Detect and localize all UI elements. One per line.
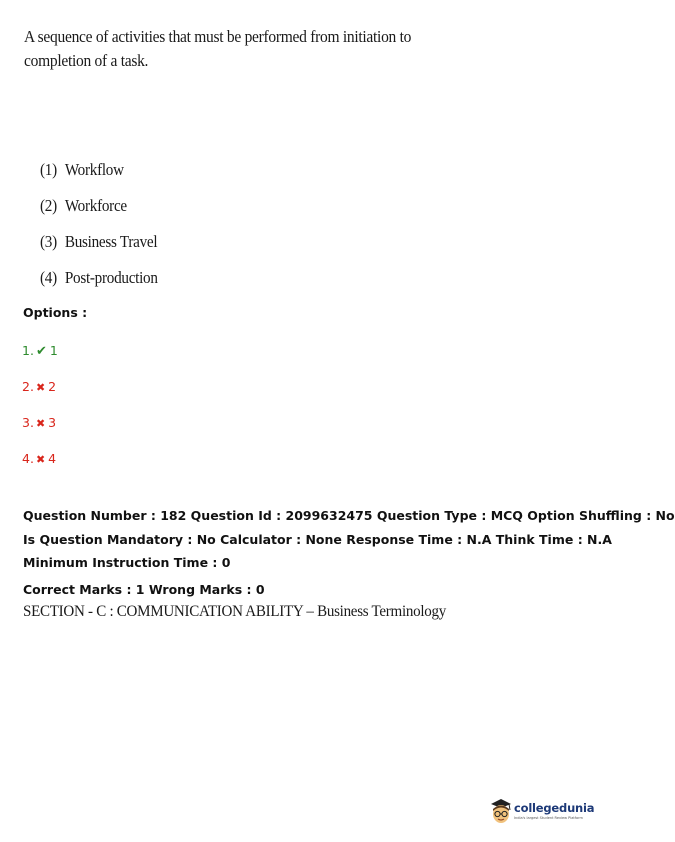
- section-title: SECTION - C : COMMUNICATION ABILITY – Business Terminology: [23, 603, 446, 620]
- option-prefix: 2.: [22, 379, 34, 394]
- choice-text: Workflow: [64, 160, 124, 179]
- logo-name: collegedunia: [514, 801, 595, 815]
- option-value: 2: [48, 379, 57, 394]
- option-2: [22, 379, 56, 394]
- option-1: [22, 343, 58, 359]
- cross-icon: ✖: [35, 381, 46, 394]
- choice-number: (3): [40, 232, 57, 251]
- choice-2: [40, 196, 127, 216]
- collegedunia-logo: [489, 797, 595, 829]
- question-meta-line-4: Correct Marks : 1 Wrong Marks : 0: [23, 582, 265, 597]
- choice-number: (4): [40, 268, 57, 287]
- choice-number: (2): [40, 196, 57, 215]
- option-prefix: 3.: [22, 415, 34, 430]
- choice-1: [40, 160, 124, 180]
- option-3: [22, 415, 56, 430]
- option-prefix: 1.: [22, 343, 34, 358]
- choice-text: Business Travel: [64, 232, 158, 251]
- question-meta-line-3: Minimum Instruction Time : 0: [23, 555, 231, 570]
- option-value: 3: [48, 415, 57, 430]
- option-value: 4: [48, 451, 57, 466]
- choice-4: [40, 268, 158, 288]
- logo-tagline: India's largest Student Review Platform: [514, 816, 583, 820]
- option-4: [22, 451, 56, 466]
- choice-text: Workforce: [64, 196, 127, 215]
- option-prefix: 4.: [22, 451, 34, 466]
- options-label: Options :: [23, 305, 88, 320]
- cross-icon: ✖: [35, 417, 46, 430]
- question-meta-line-2: Is Question Mandatory : No Calculator : None Response Time : N.A Think Time : N.A: [23, 532, 612, 547]
- student-avatar-icon: [489, 797, 513, 827]
- choice-number: (1): [40, 160, 57, 179]
- question-meta-line-1: Question Number : 182 Question Id : 2099632475 Question Type : MCQ Option Shuffling : No: [23, 508, 675, 523]
- cross-icon: ✖: [35, 453, 46, 466]
- question-text: A sequence of activities that must be performed from initiation to completion of a task.: [24, 27, 412, 70]
- choice-text: Post-production: [64, 268, 158, 287]
- choice-3: [40, 232, 157, 252]
- option-value: 1: [49, 343, 58, 358]
- check-icon: ✔: [35, 344, 47, 359]
